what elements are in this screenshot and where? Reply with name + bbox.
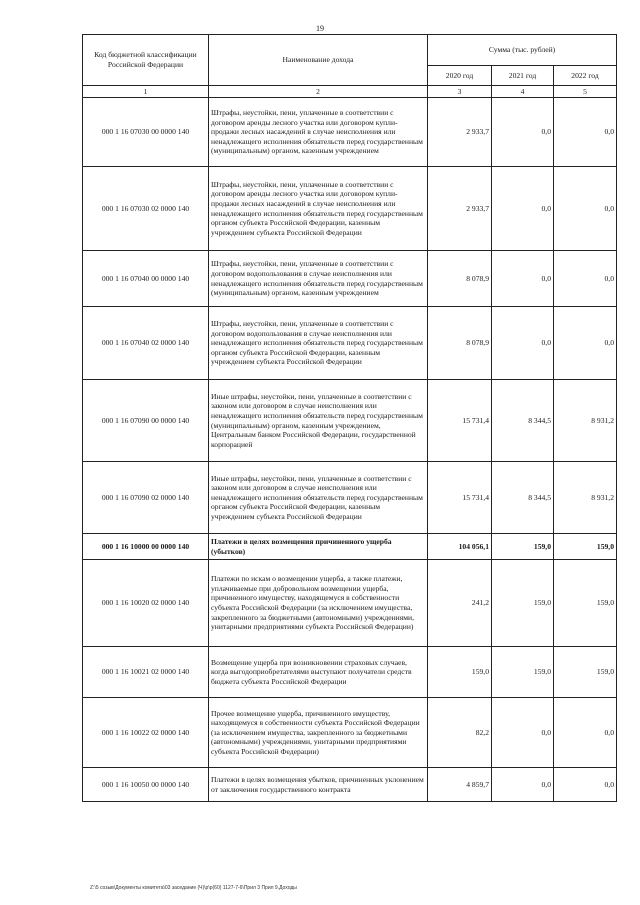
- amount-2020: 15 731,4: [428, 380, 492, 462]
- amount-2020: 104 056,1: [428, 534, 492, 560]
- amount-2021: 0,0: [492, 307, 554, 380]
- budget-code: 000 1 16 07040 02 0000 140: [83, 307, 209, 380]
- amount-2022: 0,0: [554, 167, 617, 251]
- amount-2020: 159,0: [428, 647, 492, 698]
- page-number: 19: [316, 24, 324, 33]
- revenue-name: Штрафы, неустойки, пени, уплаченные в соответствии с договором аренды лесного участка или договором купли-продажи лесных насаждений в случае неисполнения или ненадлежащего исполнения обязательств перед государственным органом субъекта Российской Федерации, казенным учреждением субъекта Российской Федерации: [209, 167, 428, 251]
- amount-2020: 8 078,9: [428, 307, 492, 380]
- amount-2020: 241,2: [428, 560, 492, 647]
- revenue-name: Иные штрафы, неустойки, пени, уплаченные в соответствии с законом или договором в случае неисполнения или ненадлежащего исполнения обязательств перед государственным органом субъекта Российской Федерации, казенным учреждением субъекта Российской Федерации: [209, 462, 428, 534]
- table-row-total: [83, 534, 617, 560]
- budget-code: 000 1 16 10050 00 0000 140: [83, 768, 209, 802]
- header-name: Наименование дохода: [209, 35, 428, 86]
- amount-2021: 159,0: [492, 534, 554, 560]
- amount-2022: 8 931,2: [554, 380, 617, 462]
- header-sum: Сумма (тыс. рублей): [428, 35, 617, 66]
- budget-code: 000 1 16 07030 00 0000 140: [83, 98, 209, 167]
- amount-2022: 0,0: [554, 251, 617, 307]
- table-row: [83, 560, 617, 647]
- revenue-name: Платежи в целях возмещения убытков, причиненных уклонением от заключения государственного контракта: [209, 768, 428, 802]
- revenue-name: Штрафы, неустойки, пени, уплаченные в соответствии с договором водопользования в случае неисполнения или ненадлежащего исполнения обязательств перед государственным органом субъекта Российской Федерации, казенным учреждением субъекта Российской Федерации: [209, 307, 428, 380]
- amount-2020: 2 933,7: [428, 167, 492, 251]
- amount-2022: 159,0: [554, 534, 617, 560]
- table-row: [83, 98, 617, 167]
- budget-code: 000 1 16 10021 02 0000 140: [83, 647, 209, 698]
- table-row: [83, 167, 617, 251]
- amount-2021: 8 344,5: [492, 462, 554, 534]
- revenue-name: Штрафы, неустойки, пени, уплаченные в соответствии с договором водопользования в случае неисполнения или ненадлежащего исполнения обязательств перед государственным (муниципальным) органом, казенным учреждением: [209, 251, 428, 307]
- column-number: 5: [554, 86, 617, 98]
- amount-2022: 0,0: [554, 768, 617, 802]
- column-number: 4: [492, 86, 554, 98]
- amount-2022: 0,0: [554, 698, 617, 768]
- amount-2021: 0,0: [492, 167, 554, 251]
- amount-2021: 0,0: [492, 768, 554, 802]
- revenue-name: Штрафы, неустойки, пени, уплаченные в соответствии с договором аренды лесного участка или договором купли-продажи лесных насаждений в случае неисполнения или ненадлежащего исполнения обязательств перед государственным (муниципальным) органом, казенным учреждением: [209, 98, 428, 167]
- amount-2022: 0,0: [554, 307, 617, 380]
- budget-code: 000 1 16 10000 00 0000 140: [83, 534, 209, 560]
- amount-2021: 159,0: [492, 560, 554, 647]
- budget-code: 000 1 16 07040 00 0000 140: [83, 251, 209, 307]
- header-year-2022: 2022 год: [554, 66, 617, 86]
- revenue-name: Возмещение ущерба при возникновении страховых случаев, когда выгодоприобретателями выступают получатели средств бюджета субъекта Российской Федерации: [209, 647, 428, 698]
- table-row: [83, 647, 617, 698]
- column-number: 1: [83, 86, 209, 98]
- budget-code: 000 1 16 10020 02 0000 140: [83, 560, 209, 647]
- amount-2022: 159,0: [554, 560, 617, 647]
- amount-2020: 15 731,4: [428, 462, 492, 534]
- amount-2021: 8 344,5: [492, 380, 554, 462]
- amount-2022: 159,0: [554, 647, 617, 698]
- table-row: [83, 380, 617, 462]
- amount-2021: 0,0: [492, 251, 554, 307]
- amount-2020: 4 859,7: [428, 768, 492, 802]
- header-year-2021: 2021 год: [492, 66, 554, 86]
- header-code: Код бюджетной классификации Российской Федерации: [83, 35, 209, 86]
- amount-2021: 0,0: [492, 98, 554, 167]
- amount-2022: 8 931,2: [554, 462, 617, 534]
- table-row: [83, 307, 617, 380]
- table-row: [83, 698, 617, 768]
- header-year-2020: 2020 год: [428, 66, 492, 86]
- table-row: [83, 462, 617, 534]
- table-row: [83, 768, 617, 802]
- budget-revenue-table: [82, 34, 617, 802]
- column-number: 2: [209, 86, 428, 98]
- amount-2020: 2 933,7: [428, 98, 492, 167]
- amount-2022: 0,0: [554, 98, 617, 167]
- revenue-name: Платежи в целях возмещения причиненного ущерба (убытков): [209, 534, 428, 560]
- amount-2021: 159,0: [492, 647, 554, 698]
- revenue-name: Иные штрафы, неустойки, пени, уплаченные в соответствии с законом или договором в случае неисполнения или ненадлежащего исполнения обязательств перед государственным (муниципальным) органом, казенным учреждением, Центральным банком Российской Федерации, государственной корпорацией: [209, 380, 428, 462]
- budget-code: 000 1 16 07030 02 0000 140: [83, 167, 209, 251]
- amount-2020: 8 078,9: [428, 251, 492, 307]
- table-row: [83, 251, 617, 307]
- amount-2021: 0,0: [492, 698, 554, 768]
- budget-code: 000 1 16 07090 00 0000 140: [83, 380, 209, 462]
- file-path-footer: Z:\5 созыв\Документы комитета\03 заседание (Ч)\р\р(60) 1127-7-6\Прил 3 Прил 9.Доходы: [90, 885, 297, 891]
- budget-code: 000 1 16 10022 02 0000 140: [83, 698, 209, 768]
- column-number: 3: [428, 86, 492, 98]
- revenue-name: Платежи по искам о возмещении ущерба, а также платежи, уплачиваемые при добровольном возмещении ущерба, причиненного имуществу, находящемуся в собственности субъекта Российской Федерации (за исключением имущества, закрепленного за бюджетными (автономными) учреждениями, унитарными предприятиями субъекта Российской Федерации): [209, 560, 428, 647]
- amount-2020: 82,2: [428, 698, 492, 768]
- revenue-name: Прочее возмещение ущерба, причиненного имуществу, находящемуся в собственности субъекта Российской Федерации (за исключением имущества, закрепленного за бюджетными (автономными) учреждениями, унитарными предприятиями субъекта Российской Федерации): [209, 698, 428, 768]
- budget-code: 000 1 16 07090 02 0000 140: [83, 462, 209, 534]
